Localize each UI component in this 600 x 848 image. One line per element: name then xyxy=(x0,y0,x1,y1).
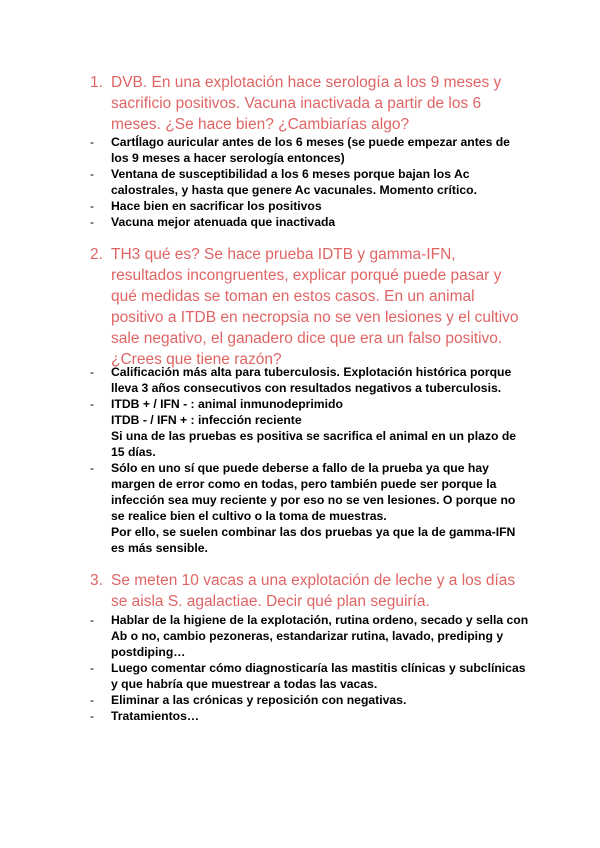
question-text: TH3 qué es? Se hace prueba IDTB y gamma-IFN, resultados incongruentes, explicar porqué puede pasar y qué medidas se toman en estos casos. En un animal positivo a ITDB en necropsia no se ven lesiones y el cultivo sale negativo, el ganadero dice que era un falso positivo. ¿Crees que tiene razón? xyxy=(111,246,519,368)
list-item xyxy=(90,612,530,660)
answer-continuation: Por ello, se suelen combinar las dos pruebas ya que la de gamma-IFN es más sensible. xyxy=(111,525,516,555)
list-item xyxy=(90,198,530,214)
question-number: 3. xyxy=(90,572,103,589)
bullet-dash: - xyxy=(90,693,95,707)
answer-text: Hace bien en sacrificar los positivos xyxy=(111,199,322,213)
answer-continuation: ITDB - / IFN + : infección reciente xyxy=(111,413,302,427)
list-item xyxy=(90,660,530,692)
question-number: 2. xyxy=(90,246,103,263)
list-item xyxy=(90,214,530,230)
list-item xyxy=(90,166,530,198)
answer-list-1 xyxy=(90,134,530,230)
list-item xyxy=(90,364,530,396)
list-item xyxy=(90,692,530,708)
answer-text: Vacuna mejor atenuada que inactivada xyxy=(111,215,336,229)
question-number: 1. xyxy=(90,74,103,91)
answer-list-3 xyxy=(90,612,530,724)
answer-text: Sólo en uno sí que puede deberse a fallo de la prueba ya que hay margen de error como en todas, pero también puede ser porque la infección sea muy reciente y por eso no se ven lesiones. O porque no se realice bien el cultivo o la toma de muestras. xyxy=(111,461,516,523)
answer-list-2 xyxy=(90,364,530,556)
bullet-dash: - xyxy=(90,613,95,627)
answer-text: Hablar de la higiene de la explotación, rutina ordeno, secado y sella con Ab o no, cambio pezoneras, estandarizar rutina, lavado, prediping y postdiping… xyxy=(111,613,529,659)
answer-text: Luego comentar cómo diagnosticaría las mastitis clínicas y subclínicas y que habría que muestrear a todas las vacas. xyxy=(111,661,526,691)
answer-text: Eliminar a las crónicas y reposición con negativas. xyxy=(111,693,407,707)
question-text: Se meten 10 vacas a una explotación de leche y a los días se aisla S. agalactiae. Decir qué plan seguiría. xyxy=(111,572,516,610)
bullet-dash: - xyxy=(90,167,95,181)
question-1 xyxy=(90,72,530,135)
bullet-dash: - xyxy=(90,709,95,723)
bullet-dash: - xyxy=(90,215,95,229)
bullet-dash: - xyxy=(90,661,95,675)
bullet-dash: - xyxy=(90,135,95,149)
list-item xyxy=(90,708,530,724)
answer-continuation: Si una de las pruebas es positiva se sacrifica el animal en un plazo de 15 días. xyxy=(111,429,517,459)
question-3 xyxy=(90,570,530,612)
question-2 xyxy=(90,244,530,370)
answer-text: Ventana de susceptibilidad a los 6 meses porque bajan los Ac calostrales, y hasta que genere Ac vacunales. Momento crítico. xyxy=(111,167,477,197)
list-item xyxy=(90,460,530,524)
answer-text: ITDB + / IFN - : animal inmunodeprimido xyxy=(111,397,343,411)
bullet-dash: - xyxy=(90,199,95,213)
bullet-dash: - xyxy=(90,397,95,411)
bullet-dash: - xyxy=(90,461,95,475)
answer-text: Tratamientos… xyxy=(111,709,200,723)
bullet-dash: - xyxy=(90,365,95,379)
answer-text: CartÍlago auricular antes de los 6 meses (se puede empezar antes de los 9 meses a hacer serología entonces) xyxy=(111,135,510,165)
list-item xyxy=(90,396,530,412)
question-text: DVB. En una explotación hace serología a los 9 meses y sacrificio positivos. Vacuna inactivada a partir de los 6 meses. ¿Se hace bien? ¿Cambiarías algo? xyxy=(111,74,502,133)
list-item xyxy=(90,134,530,166)
answer-text: Calificación más alta para tuberculosis. Explotación histórica porque lleva 3 años consecutivos con resultados negativos a tuberculosis. xyxy=(111,365,512,395)
